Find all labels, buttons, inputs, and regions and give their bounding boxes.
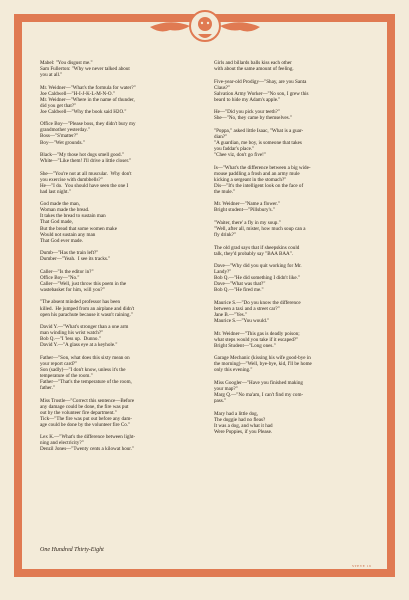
joke-line: Tick—"The fire was put out before any dam- xyxy=(40,415,132,422)
joke-line: man winding his wrist watch?" xyxy=(40,330,104,337)
joke-line: Landy?" xyxy=(214,269,232,276)
joke-line: father." xyxy=(40,385,55,392)
joke-block xyxy=(214,300,374,324)
joke-line: any damage could be done, the fire was put xyxy=(40,403,129,410)
joke-line: Caller—"Well, just throw this poem in the xyxy=(40,280,127,287)
joke-line: ning and electricity?" xyxy=(40,440,84,447)
joke-line: Office Boy—"Please boss, they didn't bury my xyxy=(40,121,136,128)
joke-line: Bob Q.—"He fired me." xyxy=(214,287,264,294)
joke-line: Bob Q.—"I 'less up. Dunno." xyxy=(40,336,101,343)
left-column xyxy=(40,60,200,459)
joke-line: Garage Mechanic (kissing his wife good-bye in xyxy=(214,355,311,362)
joke-line: Dave—"What was that?" xyxy=(214,281,266,288)
joke-line: kicking a sergeant in the stomach?" xyxy=(214,176,287,183)
joke-line: Joe Caldwell—"H-I-J-K-L-M-N-O." xyxy=(40,90,115,97)
joke-line: Were Poppies, if you Please. xyxy=(214,428,273,435)
joke-line: Office Boy—"No." xyxy=(40,274,80,281)
page-number-footer: One Hundred Thirty-Eight xyxy=(40,547,104,553)
joke-block xyxy=(214,355,374,373)
joke-line: Bright Student—"Long ones." xyxy=(214,342,276,349)
joke-block xyxy=(214,165,374,195)
joke-block xyxy=(40,121,200,145)
joke-line: had last night." xyxy=(40,188,71,195)
joke-line: with about the same amount of feeling. xyxy=(214,66,294,73)
joke-line: Caller—"Is the editor in?" xyxy=(40,268,94,275)
joke-line: Mary had a little dog, xyxy=(214,410,258,417)
joke-line: Bob Q.—"He did something I didn't like." xyxy=(214,275,301,282)
joke-line: only this evening." xyxy=(214,367,253,374)
joke-line: Mabel: "You disgust me." xyxy=(40,60,93,66)
joke-line: Maurice S.—"Do you know the difference xyxy=(214,299,301,306)
joke-line: Jane B.—"Yes." xyxy=(214,312,247,318)
joke-line: He—"Did you pick your teeth?" xyxy=(214,109,280,116)
joke-block xyxy=(40,269,200,293)
joke-line: "A guardian, me boy, is someone that takes xyxy=(214,139,302,146)
crest-ornament-icon xyxy=(140,4,270,48)
artist-signature: STEVE 19 xyxy=(352,564,372,568)
joke-line: temperature of the room." xyxy=(40,372,93,379)
joke-block xyxy=(214,220,374,238)
joke-line: Dave—"Why did you quit working for Mr. xyxy=(214,263,302,270)
joke-line: killed. He jumped from an airplane and didn't xyxy=(40,305,135,312)
joke-line: the morning)—"Well, bye-bye, kid, I'll be home xyxy=(214,361,312,368)
joke-line: you faddar's place." xyxy=(214,146,255,153)
joke-line: The doggie had no fleas? xyxy=(214,416,266,423)
joke-line: Son (sadly)—"I don't know, unless it's the xyxy=(40,366,126,373)
joke-block xyxy=(214,79,374,103)
joke-line: "Waiter, there' a fly in my soup." xyxy=(214,219,281,226)
joke-line: She—"No, they came by themselves." xyxy=(214,115,293,122)
joke-line: Bright student—"Pillsbury's." xyxy=(214,207,275,214)
joke-line: pass." xyxy=(214,398,227,405)
joke-block xyxy=(214,109,374,121)
joke-line: "Well, after all, mister, how much soup can a xyxy=(214,225,306,232)
joke-block xyxy=(40,299,200,317)
joke-block xyxy=(214,380,374,404)
joke-line: age could be done by the volunteer fire Co." xyxy=(40,421,131,428)
joke-line: Maurice S.—"You would." xyxy=(214,318,270,325)
joke-line: That God ever made. xyxy=(40,237,83,244)
joke-line: White—"Like them! I'll drive a little closer." xyxy=(40,158,132,165)
joke-line: out by the volunteer fire department." xyxy=(40,409,117,416)
joke-line: Father—"Son, what does this sixty mean on xyxy=(40,354,130,361)
right-column xyxy=(214,60,374,441)
joke-line: you at all." xyxy=(40,72,63,79)
joke-line: Dumber—"Yeah. I see its tracks." xyxy=(40,256,111,263)
joke-line: That God made, xyxy=(40,219,73,226)
joke-line: Joe Caldwell—"Why the book said H2O." xyxy=(40,108,127,115)
joke-line: Denzil Jones—"Twenty cents a kilowat hour." xyxy=(40,446,135,453)
joke-line: Father—"That's the temperature of the room, xyxy=(40,378,132,385)
joke-line: She—"You're not at all muscular. Why don't xyxy=(40,170,132,177)
joke-line: "Poppa," asked little Isaac, "What is a guar- xyxy=(214,127,304,134)
joke-block xyxy=(40,250,200,262)
joke-line: "Chee viz, don't go five!" xyxy=(214,152,266,159)
joke-line: Five-year-old Prodigy—"Shay, are you Santa xyxy=(214,78,307,85)
joke-line: the mule." xyxy=(214,188,236,195)
joke-block xyxy=(40,171,200,195)
joke-block xyxy=(40,324,200,348)
joke-line: It was a dog, and what it had xyxy=(214,422,273,429)
joke-line: Mr. Weidner—"Where in the name of thunder, xyxy=(40,96,135,103)
joke-line: Woman made the bread. xyxy=(40,207,90,214)
joke-line: Claus?" xyxy=(214,84,230,91)
joke-line: God made the man, xyxy=(40,201,80,208)
joke-line: Girls and billards balls kiss each other xyxy=(214,60,292,66)
joke-block xyxy=(40,60,200,78)
joke-line: Sam Fullerton: "Why we never talked about xyxy=(40,66,130,73)
joke-line: Dis—"It's the intelligent look on the face of xyxy=(214,182,304,189)
joke-line: But the bread that some women make xyxy=(40,225,117,232)
joke-line: your map?" xyxy=(214,385,238,392)
joke-block xyxy=(40,85,200,115)
joke-line: beard to hide my Adam's apple." xyxy=(214,96,281,103)
joke-block xyxy=(214,245,374,257)
joke-line: Lex K.—"What's the difference between light- xyxy=(40,434,136,441)
joke-line: between a taxi and a street car?" xyxy=(214,305,280,312)
joke-line: Mr. Weidner—"Name a flower." xyxy=(214,201,281,208)
joke-line: Is—"What's the difference between a big wide- xyxy=(214,164,311,171)
joke-block xyxy=(214,128,374,158)
joke-line: Mr. Weidner—"This gas is deadly poison; xyxy=(214,330,300,337)
joke-block xyxy=(40,398,200,428)
joke-line: fly drink?" xyxy=(214,232,237,239)
joke-block xyxy=(214,263,374,293)
joke-line: Would not sustain any man xyxy=(40,231,96,238)
joke-line: Miss Trostle—"Correct this sentence—Before xyxy=(40,397,135,404)
joke-line: Black—"My those hot dogs smell good." xyxy=(40,152,124,159)
joke-line: David Y.—"What's stronger than a one arm xyxy=(40,324,129,331)
joke-block xyxy=(40,355,200,391)
joke-line: Mr. Weidner—"What's the formula for water?" xyxy=(40,84,136,91)
joke-line: grandmother yesterday." xyxy=(40,127,90,134)
joke-line: dian?" xyxy=(214,133,228,140)
joke-block xyxy=(40,152,200,164)
joke-line: Miss Googler—"Have you finished making xyxy=(214,379,303,386)
joke-block xyxy=(40,201,200,243)
joke-line: Dumb—"Has the train left?" xyxy=(40,250,99,257)
joke-line: you exercise with dumbbells?" xyxy=(40,176,103,183)
joke-line: what steps would you take if it escaped?" xyxy=(214,336,299,343)
joke-line: Boss—"S'matter?" xyxy=(40,133,79,140)
joke-line: He—"I do. You should have seen the one I xyxy=(40,182,129,189)
joke-block xyxy=(214,60,374,72)
joke-line: did you get that?" xyxy=(40,102,77,109)
joke-line: Boy—"Wet grounds." xyxy=(40,139,85,146)
joke-block xyxy=(214,331,374,349)
joke-block xyxy=(214,201,374,213)
joke-block xyxy=(214,411,374,435)
joke-line: David Y.—"A glass eye at a keyhole." xyxy=(40,342,118,349)
joke-line: your report card?" xyxy=(40,360,78,367)
joke-line: mouse paddling a frosh and an army mule xyxy=(214,170,300,177)
joke-line: talk, they'd probably say "BAA BAA". xyxy=(214,250,294,257)
joke-line: wastebasket for him, will you?" xyxy=(40,286,105,293)
joke-block xyxy=(40,434,200,452)
joke-line: The old grad says that if sheepskins could xyxy=(214,244,300,251)
joke-line: Marg Q.—"No ma'am, I can't find my com- xyxy=(214,391,304,398)
joke-line: "The absent minded professor has been xyxy=(40,299,121,306)
joke-line: Salvation Army Worker—"No son, I grew this xyxy=(214,90,309,97)
joke-line: open his parachute because it wasn't raining." xyxy=(40,311,133,318)
joke-line: It takes the bread to sustain man xyxy=(40,213,106,220)
